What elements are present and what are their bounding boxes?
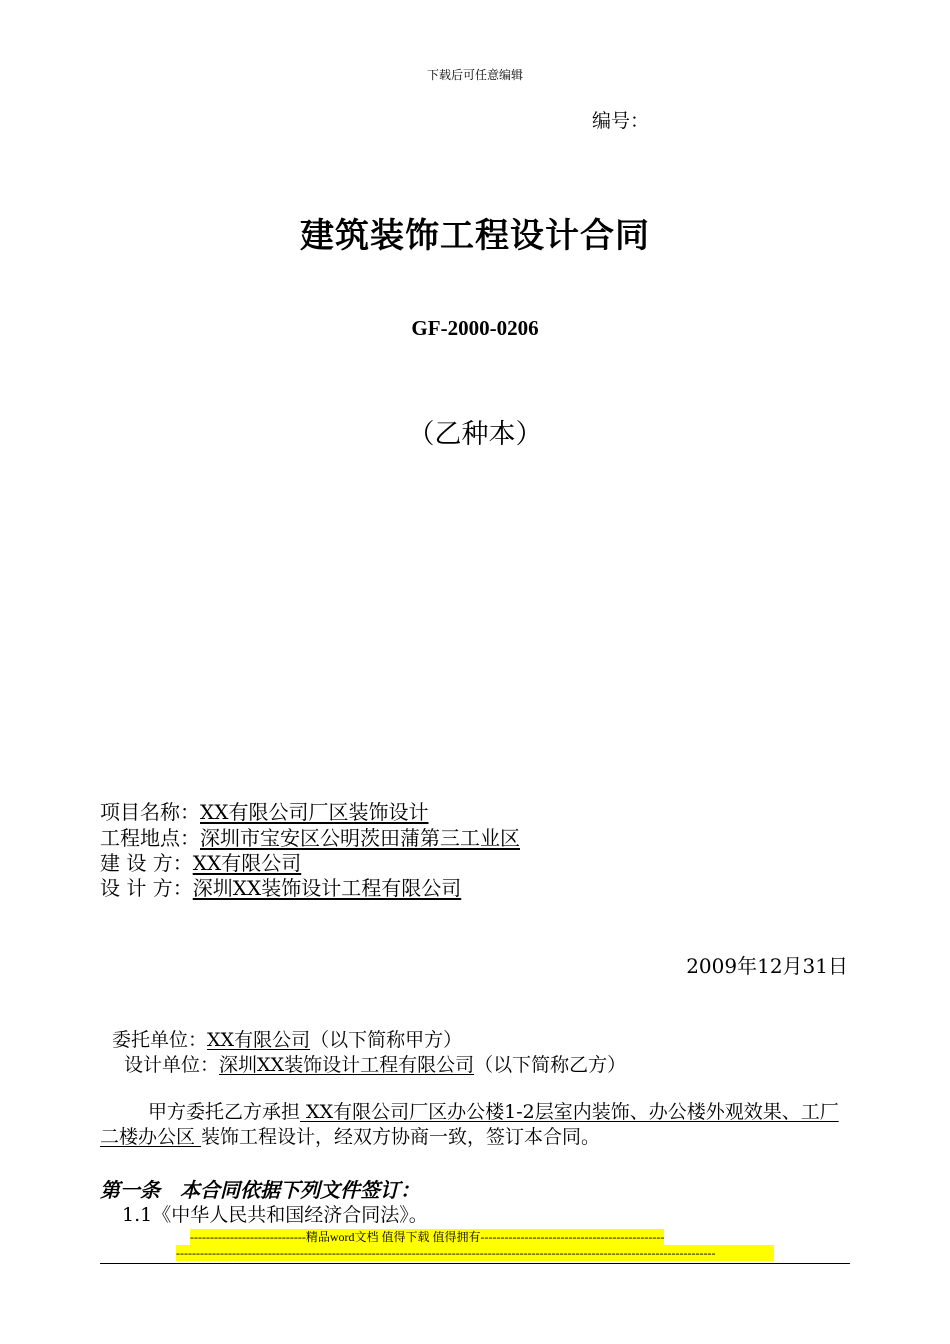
designer-value: 深圳XX装饰设计工程有限公司 <box>192 876 462 900</box>
footer-banner-line-2: --------------------------------------------------------------------------------------------------------------------------------------- <box>176 1245 774 1261</box>
project-location-value: 深圳市宝安区公明茨田蒲第三工业区 <box>200 826 520 850</box>
design-note: （以下简称乙方） <box>474 1054 627 1076</box>
project-name-value: XX有限公司厂区装饰设计 <box>200 800 429 824</box>
project-location-line <box>100 826 520 851</box>
intro-before: 甲方委托乙方承担 <box>148 1101 301 1123</box>
intro-after: 装饰工程设计，经双方协商一致，签订本合同。 <box>201 1126 601 1148</box>
contract-variant: （乙种本） <box>407 419 543 450</box>
intro-scope: XX有限公司厂区办公楼1-2层室内装饰、办公楼外观效果、工厂二楼办公区 <box>100 1101 839 1148</box>
client-label: 委托单位： <box>112 1029 208 1051</box>
designer-label: 设 计 方： <box>100 876 193 900</box>
footer-rule <box>100 1263 850 1264</box>
client-value: XX有限公司 <box>207 1029 311 1051</box>
article-1-item-1: 1.1《中华人民共和国经济合同法》。 <box>122 1204 428 1226</box>
project-name-label: 项目名称： <box>100 800 200 824</box>
design-party-line <box>124 1050 626 1077</box>
intro-paragraph <box>100 1100 845 1150</box>
contract-code: GF-2000-0206 <box>411 316 539 340</box>
page-header: 下载后可任意编辑 <box>426 68 523 82</box>
builder-line <box>100 851 301 876</box>
article-1-heading: 第一条 本合同依据下列文件签订： <box>100 1178 420 1202</box>
project-name-line <box>100 800 428 825</box>
contract-date: 2009年12月31日 <box>686 954 848 978</box>
design-label: 设计单位： <box>124 1054 220 1076</box>
design-value: 深圳XX装饰设计工程有限公司 <box>219 1054 475 1076</box>
footer-banner-line-1: -----------------------------精品word文档 值得下载 值得拥有---------------------------------------------- <box>190 1230 665 1244</box>
builder-value: XX有限公司 <box>192 851 302 875</box>
client-note: （以下简称甲方） <box>310 1029 463 1051</box>
project-location-label: 工程地点： <box>100 826 200 850</box>
designer-line <box>100 876 461 901</box>
client-party-line <box>112 1025 462 1052</box>
document-number-label: 编号： <box>592 110 650 132</box>
contract-title: 建筑装饰工程设计合同 <box>300 216 650 256</box>
builder-label: 建 设 方： <box>100 851 193 875</box>
